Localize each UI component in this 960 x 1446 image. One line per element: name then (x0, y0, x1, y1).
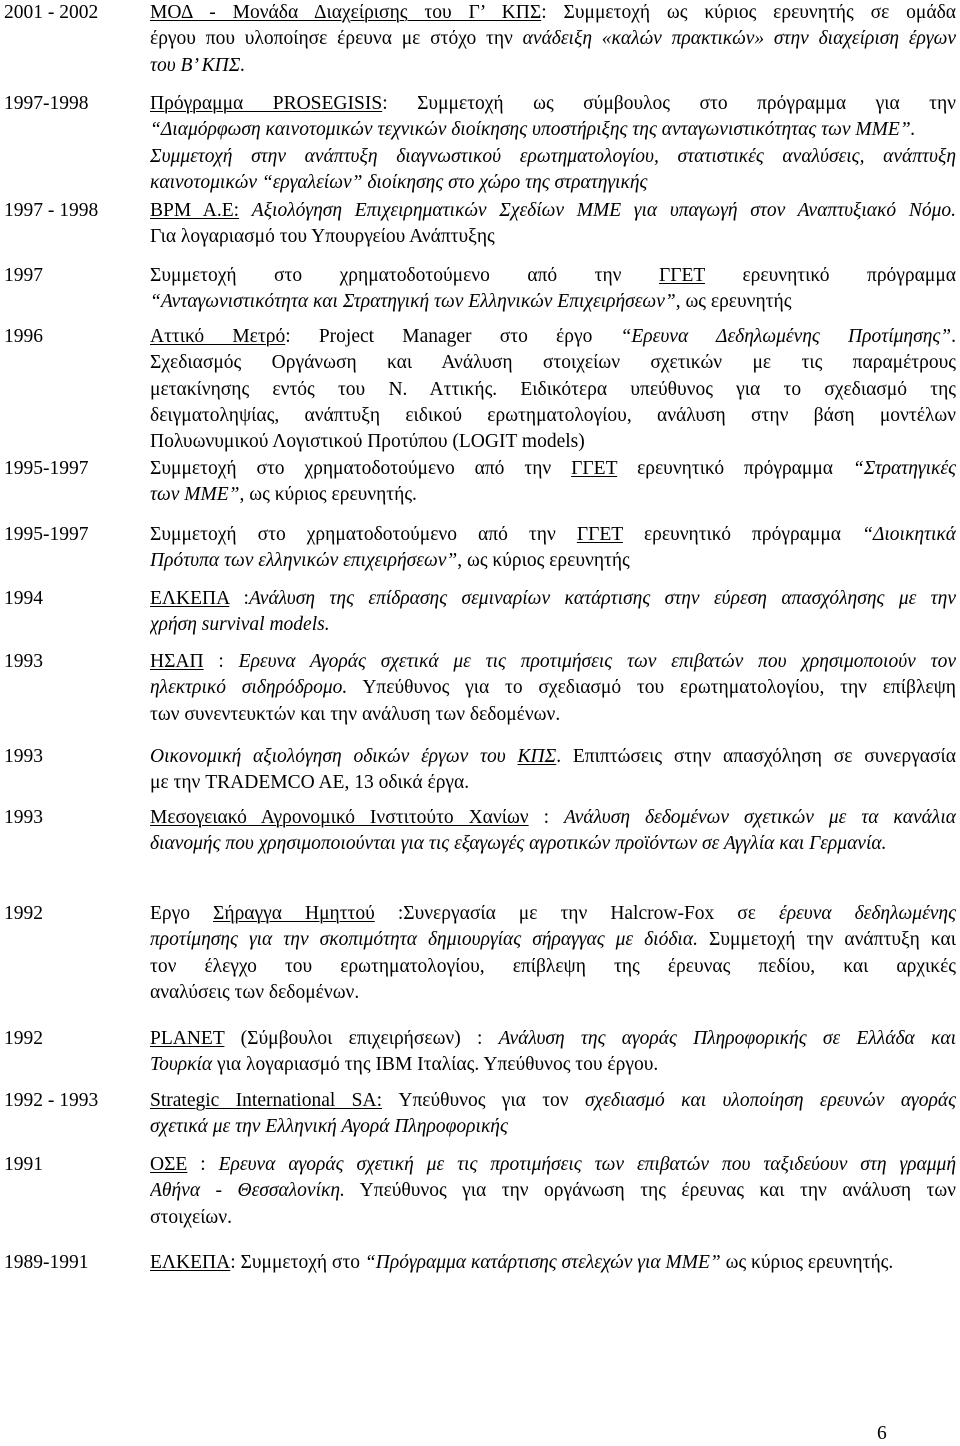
text-line (150, 548, 956, 574)
text-line (150, 144, 956, 170)
text-segment: στοιχείων. (150, 1206, 232, 1228)
entry-description (150, 805, 956, 858)
italic-text: Ερευνα αγοράς σχετική με τις προτιμήσεις των επιβατών που ταξιδεύουν στη γραμμή (218, 1154, 956, 1175)
text-line (150, 482, 956, 508)
italic-text: Ανάλυση της επίδρασης σεμιναρίων κατάρτισης στην εύρεση απασχόλησης με την (248, 588, 956, 609)
text-segment: (Σύμβουλοι επιχειρήσεων) : (224, 1028, 499, 1049)
text-line (150, 117, 956, 143)
entry-year: 1992 (4, 1028, 43, 1049)
text-line (150, 289, 956, 315)
italic-text: σχεδιασμό και υλοποίηση ερευνών αγοράς (584, 1090, 956, 1111)
italic-text: διανομής που χρησιμοποιούνται για τις εξαγωγές αγροτικών προϊόντων σε Αγγλία και Γερμανία. (150, 833, 887, 855)
italic-text: Ανάλυση της αγοράς Πληροφορικής σε Ελλάδα και (498, 1028, 956, 1049)
text-line (150, 0, 956, 26)
text-line (150, 1088, 956, 1114)
entry-description (150, 324, 956, 455)
italic-text: έρευνα δεδηλωμένης (779, 903, 956, 924)
text-segment: Συμμετοχή την ανάπτυξη και (697, 929, 956, 951)
text-segment: Υπεύθυνος για την οργάνωση της έρευνας και την ανάλυση των (344, 1180, 956, 1202)
text-segment: ερευνητικό πρόγραμμα (705, 265, 956, 286)
text-line (150, 1250, 956, 1276)
italic-text: “Ερευνα Δεδηλωμένης Προτίμησης” (620, 326, 952, 347)
text-segment: . Επιπτώσεις στην απασχόληση σε συνεργασία (556, 746, 956, 767)
entry-description (150, 522, 956, 575)
entry-year: 1995-1997 (4, 524, 89, 545)
text-line (150, 980, 956, 1006)
text-line (150, 403, 956, 429)
text-segment: αναλύσεις των δεδομένων. (150, 981, 360, 1003)
text-line (150, 170, 956, 196)
italic-text: “Διοικητικά (862, 524, 956, 545)
text-line (150, 831, 956, 857)
text-segment: : Συμμετοχή στο (230, 1252, 365, 1273)
underlined-text: ΓΓΕΤ (658, 265, 705, 286)
text-line (150, 770, 956, 796)
entry-year: 1991 (4, 1154, 43, 1175)
underlined-text: ΓΓΕΤ (571, 458, 618, 479)
italic-text: ανάδειξη «καλών πρακτικών» στην διαχείριση έργων (522, 28, 956, 50)
text-segment: Για λογαριασμό του Υπουργείου Ανάπτυξης (150, 226, 495, 248)
text-line (150, 612, 956, 638)
text-segment: μετακίνησης εντός του Ν. Αττικής. Ειδικότερα υπεύθυνος για το σχεδιασμό της (150, 378, 956, 400)
text-line (150, 901, 956, 927)
text-line (150, 586, 956, 612)
text-line (150, 805, 956, 831)
entry-description (150, 263, 956, 316)
underlined-text: PLANET (150, 1028, 225, 1049)
text-line (150, 1114, 956, 1140)
italic-text: Αξιολόγηση Επιχειρηματικών Σχεδίων ΜΜΕ για υπαγωγή στον Αναπτυξιακό Νόμο. (239, 200, 956, 221)
text-line (150, 675, 956, 701)
underlined-text: ΜΟΔ - Μονάδα Διαχείρισης του Γ’ ΚΠΣ (150, 2, 542, 23)
underlined-text: ΚΠΣ (517, 746, 557, 767)
entry-description (150, 586, 956, 639)
text-segment: Συμμετοχή στο χρηματοδοτούμενο από την (150, 458, 572, 479)
text-line (150, 198, 956, 224)
text-line (150, 53, 956, 79)
entry-description (150, 0, 956, 79)
underlined-text: BPM A.E: (150, 200, 240, 221)
text-line (150, 324, 956, 350)
text-segment: , ως ερευνητής (675, 291, 792, 313)
text-segment: ως κύριος ερευνητής. (720, 1252, 894, 1273)
text-segment: : (203, 651, 239, 672)
underlined-text: Strategic International SA: (150, 1090, 382, 1111)
text-line (150, 350, 956, 376)
underlined-text: ΟΣΕ (150, 1154, 188, 1175)
entry-year: 1993 (4, 746, 43, 767)
text-segment: δειγματοληψίας, ανάπτυξη ειδικού ερωτηματολογίου, ανάλυση στην βάση μοντέλων (150, 404, 956, 426)
text-segment: Πολυωνυμικού Λογιστικού Προτύπου (LOGIT models) (150, 431, 585, 453)
entry-description (150, 1152, 956, 1231)
italic-text: Οικονομική αξιολόγηση οδικών έργων του (150, 746, 518, 767)
text-line (150, 456, 956, 482)
text-segment: Υπεύθυνος για το σχεδιασμό του ερωτηματολογίου, την επίβλεψη (347, 677, 956, 699)
text-line (150, 649, 956, 675)
entry-year: 1992 - 1993 (4, 1090, 99, 1111)
underlined-text: Αττικό Μετρό (150, 326, 286, 347)
text-line (150, 744, 956, 770)
italic-text: Πρότυπα των ελληνικών επιχειρήσεων” (150, 550, 458, 572)
italic-text: προτίμησης για την σκοπιμότητα δημιουργίας σήραγγας με διόδια. (150, 929, 698, 951)
entry-description (150, 1250, 956, 1276)
underlined-text: ΓΓΕΤ (576, 524, 623, 545)
text-line (150, 1178, 956, 1204)
text-line (150, 429, 956, 455)
entry-description (150, 649, 956, 728)
text-segment: έργου που υλοποίησε έρευνα με στόχο την (150, 28, 523, 50)
italic-text: “Διαμόρφωση καινοτομικών τεχνικών διοίκησης υποστήριξης της ανταγωνιστικότητας των ΜΜΕ”. (150, 119, 916, 141)
text-segment: Εργο (150, 903, 214, 924)
entry-year: 1994 (4, 588, 43, 609)
text-segment: . (951, 326, 956, 347)
italic-text: Ερευνα Αγοράς σχετικά με τις προτιμήσεις των επιβατών που χρησιμοποιούν τον (238, 651, 956, 672)
text-line (150, 263, 956, 289)
underlined-text: ΕΛΚΕΠΑ (150, 1252, 231, 1273)
text-segment: Σχεδιασμός Οργάνωση και Ανάλυση στοιχείων σχετικών με τις παραμέτρους (150, 352, 956, 374)
text-segment: Συμμετοχή στο χρηματοδοτούμενο από την (150, 265, 659, 286)
entry-description (150, 1026, 956, 1079)
italic-text: Συμμετοχή στην ανάπτυξη διαγνωστικού ερωτηματολογίου, στατιστικές αναλύσεις, ανάπτυξη (150, 145, 956, 167)
text-segment: Υπεύθυνος για τον (382, 1090, 585, 1111)
entry-description (150, 744, 956, 797)
entry-year: 1989-1991 (4, 1252, 89, 1273)
entry-year: 1992 (4, 903, 43, 924)
italic-text: των ΜΜΕ” (150, 484, 240, 506)
underlined-text: Σήραγγα Ημηττού (213, 903, 375, 924)
italic-text: Ανάλυση δεδομένων σχετικών με τα κανάλια (563, 807, 956, 828)
text-line (150, 224, 956, 250)
text-segment: ερευνητικό πρόγραμμα (617, 458, 853, 479)
text-line (150, 522, 956, 548)
text-segment: με την TRADEMCO AE, 13 οδικά έργα. (150, 772, 470, 794)
underlined-text: ΕΛΚΕΠΑ (150, 588, 230, 609)
entry-description (150, 198, 956, 251)
entry-description (150, 91, 956, 196)
text-segment: , ως κύριος ερευνητής (457, 550, 630, 572)
entry-year: 1993 (4, 807, 43, 828)
text-line (150, 1205, 956, 1231)
underlined-text: ΗΣΑΠ (150, 651, 204, 672)
italic-text: Αθήνα - Θεσσαλονίκη. (150, 1180, 345, 1202)
text-line (150, 702, 956, 728)
italic-text: καινοτομικών “εργαλείων” διοίκησης στο χώρο της στρατηγικής (150, 171, 648, 193)
entry-year: 1997 (4, 265, 43, 286)
entry-year: 1997 - 1998 (4, 200, 99, 221)
entry-description (150, 1088, 956, 1141)
entry-year: 1995-1997 (4, 458, 89, 479)
text-segment: : (187, 1154, 219, 1175)
text-line (150, 1026, 956, 1052)
text-segment: :Συνεργασία με την Halcrow-Fox σε (374, 903, 780, 924)
italic-text: “Ανταγωνιστικότητα και Στρατηγική των Ελληνικών Επιχειρήσεων” (150, 291, 676, 313)
entry-year: 1997-1998 (4, 93, 89, 114)
text-segment: : Συμμετοχή ως κύριος ερευνητής σε ομάδα (541, 2, 956, 23)
text-segment: Συμμετοχή στο χρηματοδοτούμενο από την (150, 524, 577, 545)
entry-year: 1993 (4, 651, 43, 672)
italic-text: χρήση survival models. (150, 614, 330, 636)
text-segment: : (528, 807, 564, 828)
italic-text: Τουρκία (150, 1054, 213, 1076)
entry-year: 1996 (4, 326, 43, 347)
text-line (150, 377, 956, 403)
text-line (150, 1152, 956, 1178)
italic-text: “Στρατηγικές (852, 458, 956, 479)
text-line (150, 927, 956, 953)
entry-year: 2001 - 2002 (4, 2, 99, 23)
text-segment: : Συμμετοχή ως σύμβουλος στο πρόγραμμα για την (382, 93, 956, 114)
italic-text: ηλεκτρικό σιδηρόδρομο. (150, 677, 348, 699)
italic-text: του Β’ ΚΠΣ. (150, 54, 246, 76)
entry-description (150, 456, 956, 509)
underlined-text: Μεσογειακό Αγρονομικό Ινστιτούτο Χανίων (150, 807, 529, 828)
text-segment: τον έλεγχο του ερωτηματολογίου, επίβλεψη της έρευνας πεδίου, και αρχικές (150, 955, 956, 977)
text-line (150, 954, 956, 980)
italic-text: “Πρόγραμμα κατάρτισης στελεχών για ΜΜΕ” (364, 1252, 721, 1273)
italic-text: σχετικά με την Ελληνική Αγορά Πληροφορικής (150, 1116, 508, 1138)
entry-description (150, 901, 956, 1006)
text-segment: των συνεντευκτών και την ανάλυση των δεδομένων. (150, 703, 561, 725)
text-line (150, 91, 956, 117)
text-line (150, 26, 956, 52)
text-line (150, 1052, 956, 1078)
text-segment: για λογαριασμό της IBM Ιταλίας. Υπεύθυνος του έργου. (212, 1054, 659, 1076)
text-segment: , ως κύριος ερευνητής. (239, 484, 417, 506)
text-segment: ερευνητικό πρόγραμμα (622, 524, 863, 545)
page-number: 6 (877, 1423, 887, 1444)
text-segment: : (229, 588, 249, 609)
text-segment: : Project Manager στο έργο (285, 326, 621, 347)
underlined-text: Πρόγραμμα PROSEGISIS (150, 93, 383, 114)
